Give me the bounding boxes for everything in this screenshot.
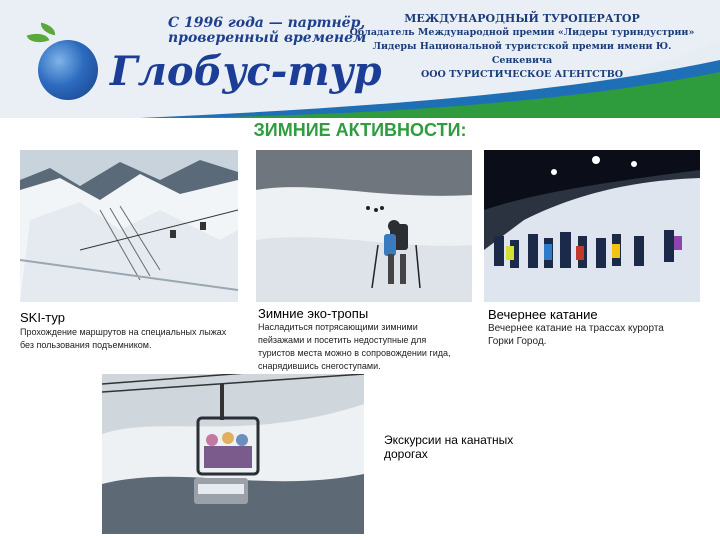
- company-info-line-3: Лидеры Национальной туристской премии имени Ю. Сенкевича: [372, 41, 672, 66]
- slogan-line-1: С 1996 года — партнёр,: [168, 15, 366, 31]
- company-info-line-1: МЕЖДУНАРОДНЫЙ ТУРОПЕРАТОР: [404, 12, 640, 25]
- company-info-line-4: ООО ТУРИСТИЧЕСКОЕ АГЕНТСТВО: [420, 69, 624, 80]
- photo-eco-trails: [256, 150, 472, 302]
- card-text-ski-tour: Прохождение маршрутов на специальных лыжах без пользования подъемником.: [20, 327, 227, 350]
- photo-cable-car: [102, 374, 364, 534]
- photo-evening-skiing: [484, 150, 700, 302]
- company-info: [342, 12, 702, 82]
- card-text-eco-trails: Насладиться потрясающими зимними пейзажами и посетить недоступные для туристов места можно в сопровождении гида, снарядившись снегоступами.: [258, 322, 451, 371]
- company-info-line-2: Обладатель Международной премии «Лидеры туриндустрии»: [349, 27, 695, 38]
- card-text-evening-skiing: Вечернее катание на трассах курорта Горки Город.: [488, 323, 664, 347]
- slogan-line-2: проверенный временем: [168, 30, 367, 46]
- card-title-eco-trails: Зимние эко-тропы: [258, 306, 369, 321]
- section-title: ЗИМНИЕ АКТИВНОСТИ:: [253, 120, 467, 140]
- header-banner: [0, 0, 720, 118]
- card-title-evening-skiing: Вечернее катание: [488, 307, 598, 322]
- slogan: [168, 16, 366, 46]
- globe-icon: [38, 40, 98, 100]
- card-title-cable-car-tours: Экскурсии на канатных дорогах: [384, 433, 514, 461]
- brand-name: Глобус-тур: [110, 48, 382, 95]
- photo-ski-tour: [20, 150, 238, 302]
- card-title-ski-tour: SKI-тур: [20, 310, 65, 325]
